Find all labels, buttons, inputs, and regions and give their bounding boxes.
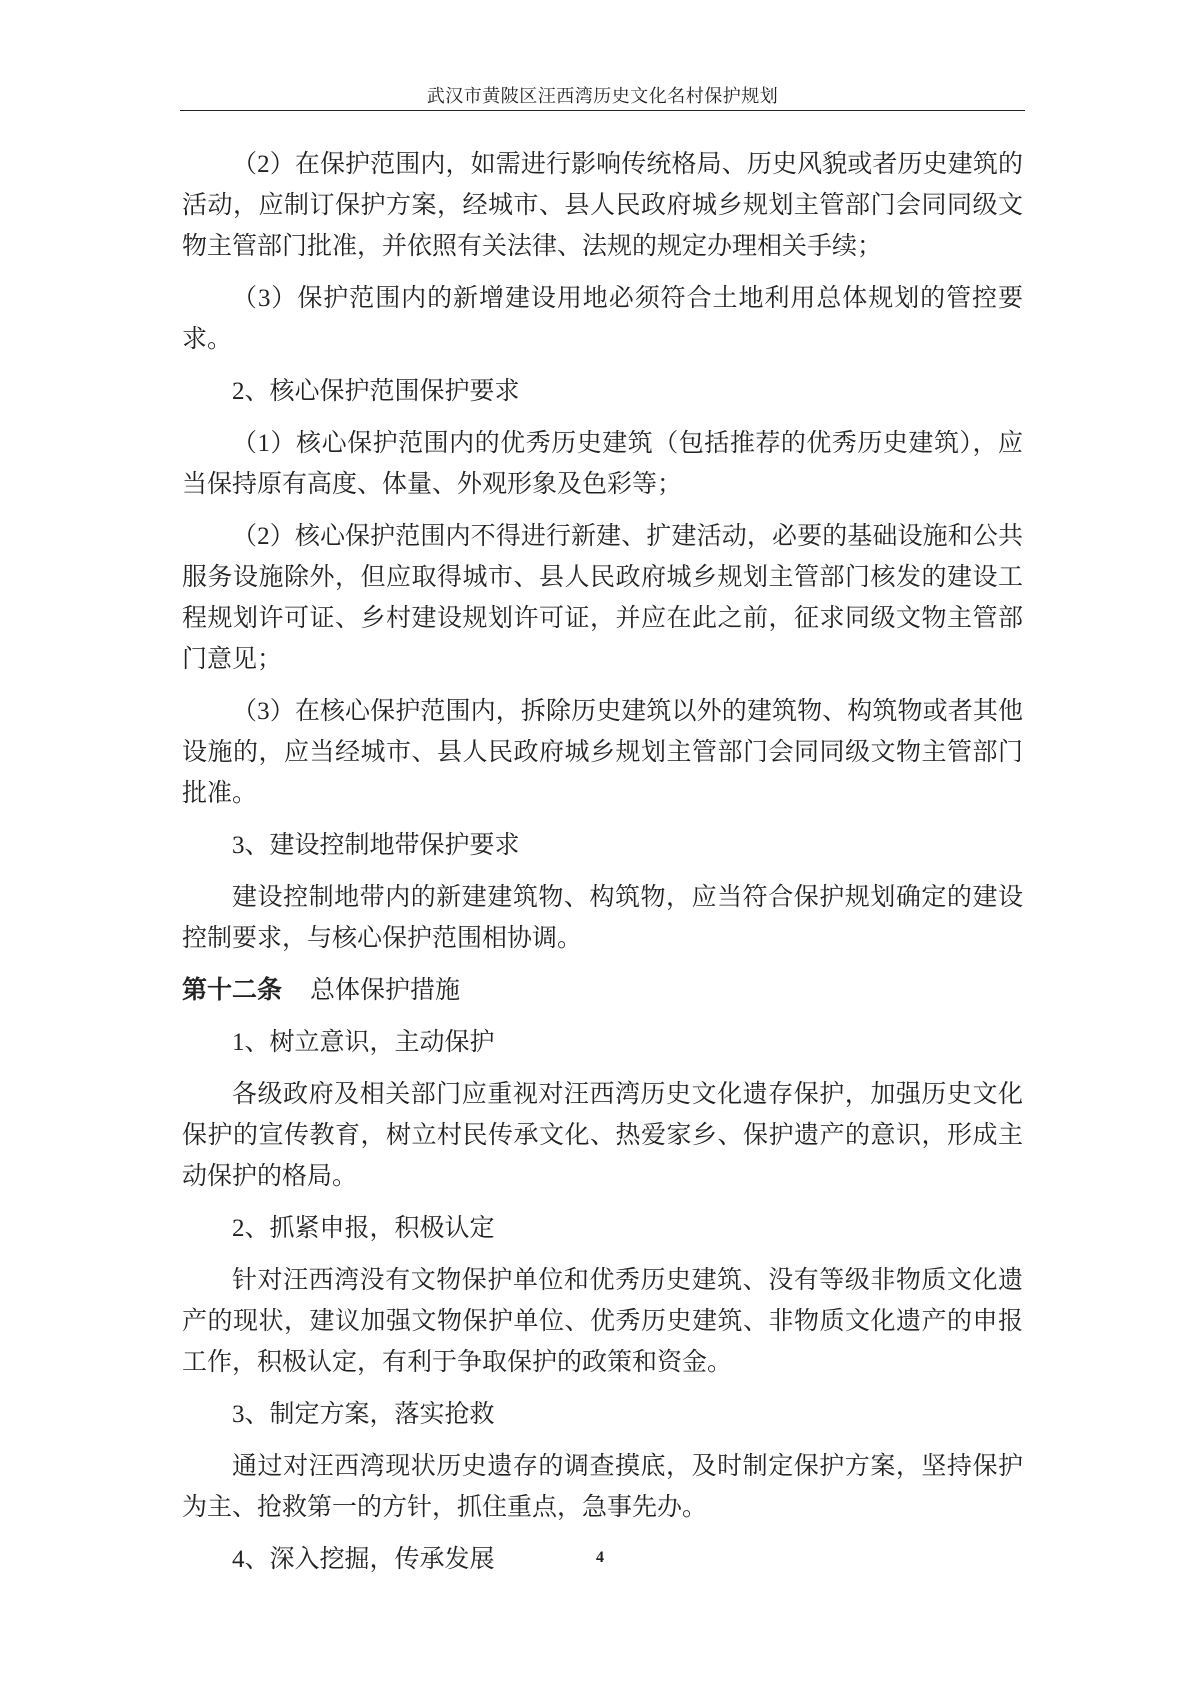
- document-body: [182, 144, 1023, 1591]
- subheading: 4、深入挖掘，传承发展: [232, 1546, 495, 1573]
- paragraph: （2）核心保护范围内不得进行新建、扩建活动，必要的基础设施和公共服务设施除外，但应取得城市、县人民政府城乡规划主管部门核发的建设工程规划许可证、乡村建设规划许可证，并应在此之前，征求同级文物主管部门意见；: [182, 523, 1023, 673]
- article-heading: [182, 970, 1023, 1011]
- paragraph: 针对汪西湾没有文物保护单位和优秀历史建筑、没有等级非物质文化遗产的现状，建议加强文物保护单位、优秀历史建筑、非物质文化遗产的申报工作，积极认定，有利于争取保护的政策和资金。: [182, 1267, 1023, 1376]
- paragraph: （3）在核心保护范围内，拆除历史建筑以外的建筑物、构筑物或者其他设施的，应当经城市、县人民政府城乡规划主管部门会同同级文物主管部门批准。: [182, 698, 1023, 807]
- subheading: 2、核心保护范围保护要求: [232, 378, 520, 405]
- article-title: 总体保护措施: [310, 977, 461, 1004]
- subheading: 2、抓紧申报，积极认定: [232, 1215, 495, 1242]
- subheading: 1、树立意识，主动保护: [232, 1029, 495, 1056]
- paragraph: 各级政府及相关部门应重视对汪西湾历史文化遗存保护，加强历史文化保护的宣传教育，树立村民传承文化、热爱家乡、保护遗产的意识，形成主动保护的格局。: [182, 1081, 1023, 1190]
- paragraph: （3）保护范围内的新增建设用地必须符合土地利用总体规划的管控要求。: [182, 285, 1023, 353]
- subheading: 3、制定方案，落实抢救: [232, 1401, 495, 1428]
- running-header: 武汉市黄陂区汪西湾历史文化名村保护规划: [426, 86, 779, 106]
- header-rule: [180, 110, 1025, 111]
- paragraph: （1）核心保护范围内的优秀历史建筑（包括推荐的优秀历史建筑），应当保持原有高度、体量、外观形象及色彩等；: [182, 430, 1023, 498]
- paragraph: （2）在保护范围内，如需进行影响传统格局、历史风貌或者历史建筑的活动，应制订保护方案，经城市、县人民政府城乡规划主管部门会同同级文物主管部门批准，并依照有关法律、法规的规定办理相关手续；: [182, 151, 1023, 260]
- article-number: 第十二条: [182, 977, 283, 1004]
- paragraph: 通过对汪西湾现状历史遗存的调查摸底，及时制定保护方案，坚持保护为主、抢救第一的方针，抓住重点，急事先办。: [182, 1453, 1023, 1521]
- paragraph: 建设控制地带内的新建建筑物、构筑物，应当符合保护规划确定的建设控制要求，与核心保护范围相协调。: [182, 884, 1023, 952]
- subheading: 3、建设控制地带保护要求: [232, 832, 520, 859]
- page-number: 4: [596, 1549, 604, 1566]
